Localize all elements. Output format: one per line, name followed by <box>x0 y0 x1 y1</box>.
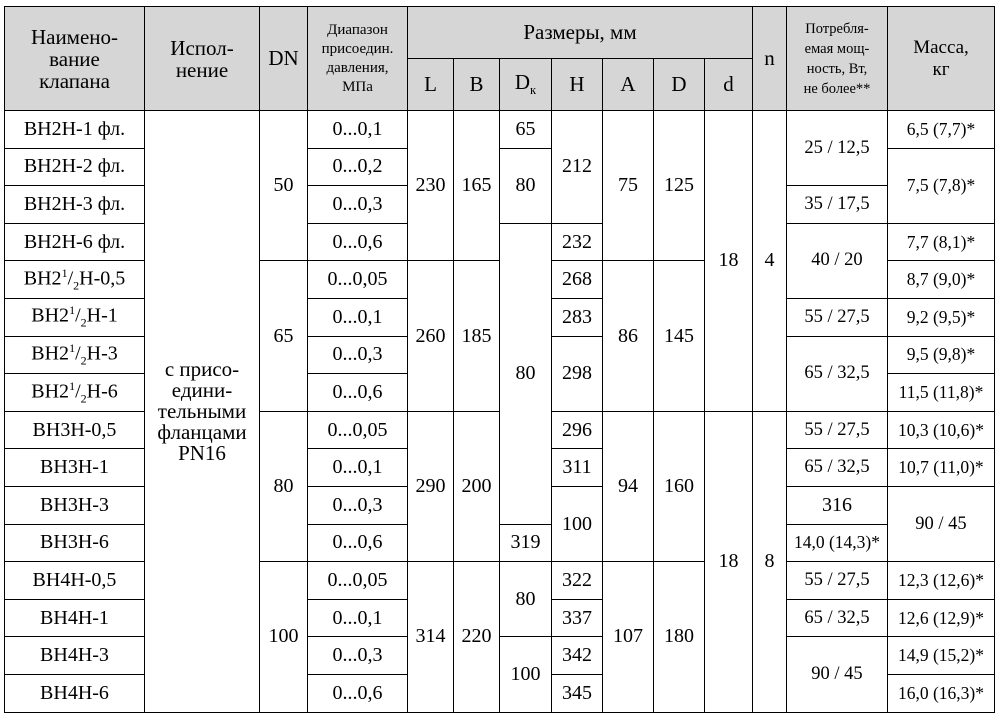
pressure-range: 0...0,3 <box>308 486 408 524</box>
dim-H: 316 <box>787 486 888 524</box>
power-cell: 65 / 32,5 <box>787 336 888 411</box>
dn-cell: 50 <box>260 111 308 261</box>
mass-cell: 14,9 (15,2)* <box>888 637 995 675</box>
valve-model <box>5 261 145 299</box>
pressure-range: 0...0,6 <box>308 674 408 712</box>
dim-D: 160 <box>654 411 705 561</box>
dim-B: 200 <box>454 411 500 561</box>
valve-model <box>5 374 145 412</box>
power-cell: 40 / 20 <box>787 223 888 298</box>
pressure-range: 0...0,1 <box>308 599 408 637</box>
pressure-range: 0...0,05 <box>308 562 408 600</box>
dim-d: 18 <box>705 111 753 412</box>
dim-H: 298 <box>552 336 603 411</box>
header-Dk <box>500 59 552 111</box>
model-fraction-numerator: 1 <box>69 378 76 393</box>
dim-d: 18 <box>705 411 753 712</box>
header-dn: DN <box>260 7 308 111</box>
mass-cell: 12,3 (12,6)* <box>888 562 995 600</box>
n-cell: 8 <box>753 411 787 712</box>
model-prefix: ВН2 <box>31 342 70 365</box>
power-cell: 90 / 45 <box>888 486 995 561</box>
power-cell: 55 / 27,5 <box>787 411 888 449</box>
valve-model: ВН3Н-0,5 <box>5 411 145 449</box>
pressure-range: 0...0,1 <box>308 298 408 336</box>
model-suffix: Н-3 <box>86 342 118 365</box>
dim-Dk: 80 <box>500 148 552 223</box>
valve-model: ВН2Н-6 фл. <box>5 223 145 261</box>
dim-A: 107 <box>603 562 654 712</box>
dn-cell: 80 <box>260 411 308 561</box>
header-execution: Испол- нение <box>145 7 260 111</box>
header-L: L <box>408 59 454 111</box>
valve-model: ВН3Н-3 <box>5 486 145 524</box>
header-n: n <box>753 7 787 111</box>
dim-H: 311 <box>552 449 603 487</box>
table-row <box>5 111 995 149</box>
valve-model: ВН4Н-1 <box>5 599 145 637</box>
valve-model: ВН2Н-2 фл. <box>5 148 145 186</box>
dim-H: 337 <box>552 599 603 637</box>
pressure-range: 0...0,3 <box>308 186 408 224</box>
model-suffix: Н-1 <box>86 305 118 328</box>
dim-D: 180 <box>654 562 705 712</box>
dim-A: 94 <box>603 411 654 561</box>
pressure-range: 0...0,6 <box>308 524 408 562</box>
model-fraction-denominator: 2 <box>80 391 87 406</box>
model-fraction-numerator: 1 <box>61 265 68 280</box>
dim-B: 185 <box>454 261 500 411</box>
dim-H: 268 <box>552 261 603 299</box>
execution-cell: с присо- едини- тельными фланцами PN16 <box>145 111 260 713</box>
dim-L: 314 <box>408 562 454 712</box>
dim-Dk: 100 <box>500 637 552 712</box>
dim-B: 220 <box>454 562 500 712</box>
dim-A: 86 <box>603 261 654 411</box>
pressure-range: 0...0,05 <box>308 261 408 299</box>
model-fraction-numerator: 1 <box>69 303 76 318</box>
model-fraction-denominator: 2 <box>80 316 87 331</box>
valve-model: ВН3Н-1 <box>5 449 145 487</box>
valve-model <box>5 298 145 336</box>
spec-table-container <box>4 6 995 713</box>
power-cell: 35 / 17,5 <box>787 186 888 224</box>
dim-H: 296 <box>552 411 603 449</box>
header-B: B <box>454 59 500 111</box>
pressure-range: 0...0,6 <box>308 374 408 412</box>
mass-cell: 9,2 (9,5)* <box>888 298 995 336</box>
power-cell: 65 / 32,5 <box>787 599 888 637</box>
dim-Dk: 100 <box>552 486 603 561</box>
dim-B: 165 <box>454 111 500 261</box>
model-fraction-denominator: 2 <box>73 278 80 293</box>
header-valve-name: Наимено- вание клапана <box>5 7 145 111</box>
dim-H: 232 <box>552 223 603 261</box>
dim-Dk: 80 <box>500 223 552 524</box>
mass-cell: 11,5 (11,8)* <box>888 374 995 412</box>
header-Dk-subscript: к <box>530 83 537 98</box>
mass-cell: 7,7 (8,1)* <box>888 223 995 261</box>
dim-H: 319 <box>500 524 552 562</box>
valve-model: ВН2Н-1 фл. <box>5 111 145 149</box>
valve-model: ВН4Н-6 <box>5 674 145 712</box>
dn-cell: 100 <box>260 562 308 712</box>
model-fraction-slash: / <box>67 267 74 290</box>
model-prefix: ВН2 <box>31 305 70 328</box>
mass-cell: 12,6 (12,9)* <box>888 599 995 637</box>
header-H: H <box>552 59 603 111</box>
power-cell: 55 / 27,5 <box>787 562 888 600</box>
valve-model: ВН2Н-3 фл. <box>5 186 145 224</box>
header-A: A <box>603 59 654 111</box>
model-fraction-slash: / <box>75 380 81 403</box>
mass-cell: 14,0 (14,3)* <box>787 524 888 562</box>
power-cell: 65 / 32,5 <box>787 449 888 487</box>
model-prefix: ВН2 <box>31 380 70 403</box>
header-pressure-range: Диапазон присоедин. давления, МПа <box>308 7 408 111</box>
pressure-range: 0...0,2 <box>308 148 408 186</box>
dim-D: 145 <box>654 261 705 411</box>
header-mass: Масса, кг <box>888 7 995 111</box>
power-cell: 25 / 12,5 <box>787 111 888 186</box>
mass-cell: 16,0 (16,3)* <box>888 674 995 712</box>
mass-cell: 6,5 (7,7)* <box>888 111 995 149</box>
dim-L: 230 <box>408 111 454 261</box>
pressure-range: 0...0,3 <box>308 637 408 675</box>
mass-cell: 10,7 (11,0)* <box>888 449 995 487</box>
valve-spec-table <box>4 6 995 713</box>
pressure-range: 0...0,05 <box>308 411 408 449</box>
valve-model: ВН3Н-6 <box>5 524 145 562</box>
valve-model: ВН4Н-0,5 <box>5 562 145 600</box>
header-D: D <box>654 59 705 111</box>
model-suffix: Н-0,5 <box>79 267 126 290</box>
mass-cell: 9,5 (9,8)* <box>888 336 995 374</box>
model-fraction-slash: / <box>75 342 81 365</box>
model-fraction-denominator: 2 <box>80 353 87 368</box>
mass-cell: 7,5 (7,8)* <box>888 148 995 223</box>
pressure-range: 0...0,1 <box>308 449 408 487</box>
dn-cell: 65 <box>260 261 308 411</box>
dim-Dk: 80 <box>500 562 552 637</box>
header-Dk-base: D <box>514 70 531 95</box>
header-power: Потребля- емая мощ- ность, Вт, не более** <box>787 7 888 111</box>
dim-L: 260 <box>408 261 454 411</box>
dim-H: 345 <box>552 674 603 712</box>
header-dimensions: Размеры, мм <box>408 7 753 59</box>
pressure-range: 0...0,6 <box>308 223 408 261</box>
power-cell: 55 / 27,5 <box>787 298 888 336</box>
dim-L: 290 <box>408 411 454 561</box>
n-cell: 4 <box>753 111 787 412</box>
dim-D: 125 <box>654 111 705 261</box>
model-prefix: ВН2 <box>23 267 62 290</box>
model-fraction-slash: / <box>75 305 81 328</box>
valve-model: ВН4Н-3 <box>5 637 145 675</box>
mass-cell: 8,7 (9,0)* <box>888 261 995 299</box>
dim-H: 212 <box>552 111 603 224</box>
dim-H: 342 <box>552 637 603 675</box>
model-fraction-numerator: 1 <box>69 341 76 356</box>
dim-Dk: 65 <box>500 111 552 149</box>
dim-A: 75 <box>603 111 654 261</box>
power-cell: 90 / 45 <box>787 637 888 712</box>
model-suffix: Н-6 <box>86 380 118 403</box>
dim-H: 283 <box>552 298 603 336</box>
pressure-range: 0...0,1 <box>308 111 408 149</box>
dim-H: 322 <box>552 562 603 600</box>
valve-model <box>5 336 145 374</box>
header-d: d <box>705 59 753 111</box>
mass-cell: 10,3 (10,6)* <box>888 411 995 449</box>
pressure-range: 0...0,3 <box>308 336 408 374</box>
